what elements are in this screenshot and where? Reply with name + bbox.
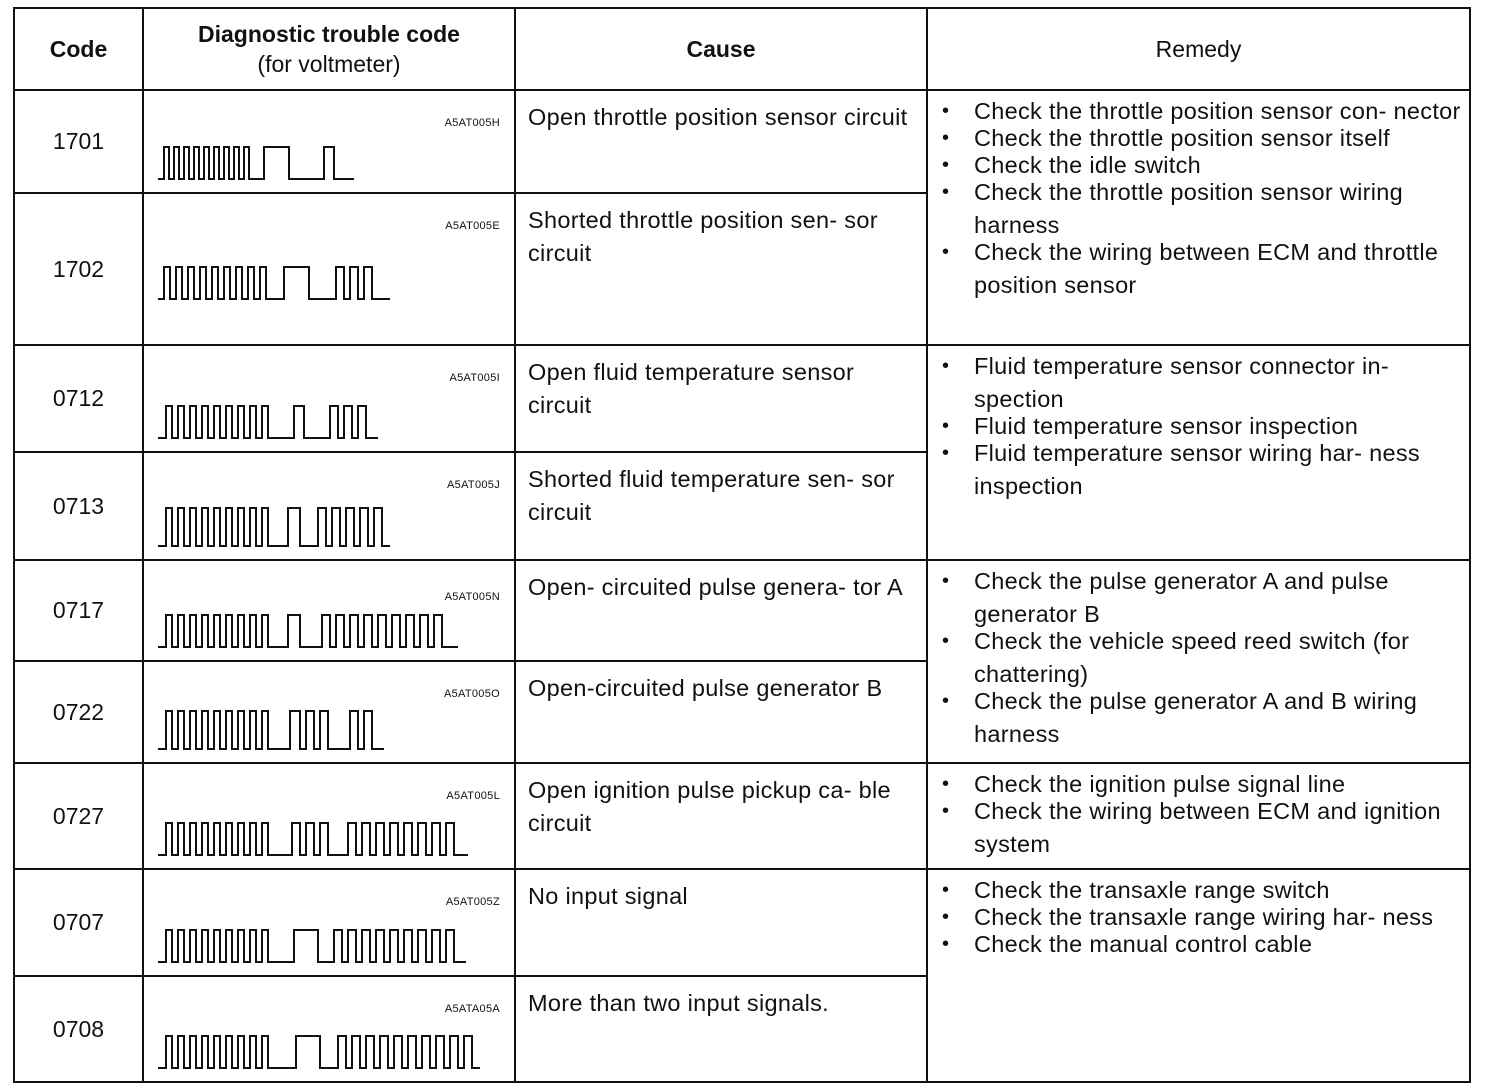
code-cell: 0727 — [14, 763, 143, 869]
cause-cell: Open throttle position sensor circuit — [515, 90, 927, 193]
waveform-graphic — [158, 710, 398, 750]
header-dtc-title: Diagnostic trouble code — [198, 21, 460, 47]
waveform-graphic — [158, 929, 478, 963]
table-row — [14, 90, 1470, 193]
header-cause: Cause — [515, 8, 927, 90]
waveform-cell — [143, 763, 515, 869]
waveform-cell — [143, 560, 515, 661]
remedy-list — [938, 874, 1463, 961]
remedy-cell — [927, 90, 1470, 345]
remedy-item: • Check the pulse generator A and B wiring harness — [938, 685, 1463, 751]
remedy-item: • Check the vehicle speed reed switch (for chattering) — [938, 625, 1463, 691]
cause-cell: Open fluid temperature sensor circuit — [515, 345, 927, 452]
code-cell: 0707 — [14, 869, 143, 976]
table-row — [14, 763, 1470, 869]
dtc-table — [13, 7, 1471, 1083]
remedy-cell — [927, 560, 1470, 763]
figure-id: A5AT005H — [444, 117, 500, 129]
remedy-item: • Check the throttle position sensor wiring harness — [938, 176, 1463, 242]
waveform-graphic — [158, 1035, 488, 1069]
remedy-item: • Check the throttle position sensor itself — [938, 122, 1463, 155]
remedy-item: • Fluid temperature sensor inspection — [938, 410, 1463, 443]
remedy-item: • Check the wiring between ECM and throttle position sensor — [938, 236, 1463, 302]
waveform-cell — [143, 345, 515, 452]
remedy-list — [938, 768, 1463, 861]
waveform-cell — [143, 869, 515, 976]
code-cell: 0722 — [14, 661, 143, 763]
code-cell: 0713 — [14, 452, 143, 560]
table-row — [14, 869, 1470, 976]
figure-id: A5AT005L — [446, 790, 500, 802]
remedy-item: • Check the manual control cable — [938, 928, 1463, 961]
cause-cell: Open- circuited pulse genera- tor A — [515, 560, 927, 661]
waveform-graphic — [158, 266, 398, 300]
figure-id: A5AT005Z — [445, 896, 500, 908]
remedy-item: • Check the transaxle range switch — [938, 874, 1463, 907]
remedy-item: • Fluid temperature sensor connector in- spection — [938, 350, 1463, 416]
waveform-cell — [143, 193, 515, 345]
waveform-cell — [143, 976, 515, 1082]
remedy-item: • Check the transaxle range wiring har- ness — [938, 901, 1463, 934]
remedy-item: • Check the wiring between ECM and ignition system — [938, 795, 1463, 861]
remedy-list — [938, 95, 1463, 302]
header-remedy: Remedy — [927, 8, 1470, 90]
figure-id: A5AT005I — [449, 372, 500, 384]
waveform-graphic — [158, 507, 398, 547]
remedy-cell — [927, 869, 1470, 1082]
waveform-cell — [143, 452, 515, 560]
header-dtc — [143, 8, 515, 90]
remedy-item: • Fluid temperature sensor wiring har- ness inspection — [938, 437, 1463, 503]
waveform-graphic — [158, 614, 468, 648]
figure-id: A5AT005N — [444, 591, 500, 603]
waveform-cell — [143, 90, 515, 193]
code-cell: 0712 — [14, 345, 143, 452]
header-dtc-subtitle: (for voltmeter) — [257, 51, 401, 77]
remedy-item: • Check the ignition pulse signal line — [938, 768, 1463, 801]
figure-id: A5AT005J — [447, 479, 500, 491]
figure-id: A5ATA05A — [444, 1003, 500, 1015]
remedy-list — [938, 565, 1463, 751]
cause-cell: No input signal — [515, 869, 927, 976]
table-row — [14, 345, 1470, 452]
code-cell: 0708 — [14, 976, 143, 1082]
waveform-graphic — [158, 146, 358, 180]
remedy-item: • Check the idle switch — [938, 149, 1463, 182]
remedy-item: • Check the pulse generator A and pulse generator B — [938, 565, 1463, 631]
remedy-item: • Check the throttle position sensor con- nector — [938, 95, 1463, 128]
table-row — [14, 560, 1470, 661]
waveform-cell — [143, 661, 515, 763]
waveform-graphic — [158, 822, 478, 856]
cause-cell: More than two input signals. — [515, 976, 927, 1082]
header-row — [14, 8, 1470, 90]
cause-cell: Shorted fluid temperature sen- sor circuit — [515, 452, 927, 560]
header-code: Code — [14, 8, 143, 90]
code-cell: 0717 — [14, 560, 143, 661]
figure-id: A5AT005E — [445, 220, 500, 232]
figure-id: A5AT005O — [443, 688, 500, 700]
waveform-graphic — [158, 405, 388, 439]
cause-cell: Open-circuited pulse generator B — [515, 661, 927, 763]
cause-cell: Shorted throttle position sen- sor circuit — [515, 193, 927, 345]
remedy-list — [938, 350, 1463, 503]
remedy-cell — [927, 345, 1470, 560]
remedy-cell — [927, 763, 1470, 869]
code-cell: 1702 — [14, 193, 143, 345]
cause-cell: Open ignition pulse pickup ca- ble circuit — [515, 763, 927, 869]
code-cell: 1701 — [14, 90, 143, 193]
